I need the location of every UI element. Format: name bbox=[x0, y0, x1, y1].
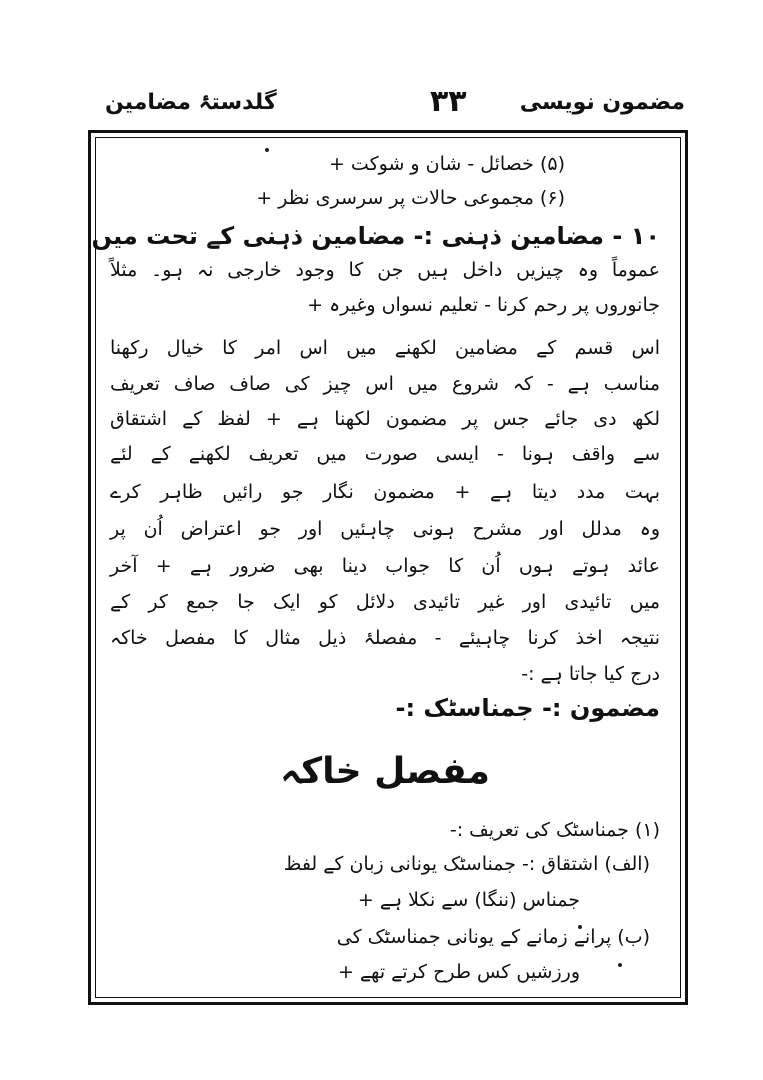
paragraph-line: عائد ہوتے ہوں اُن کا جواب دینا بھی ضرور ہے + آخر bbox=[110, 555, 660, 577]
paragraph-line: جانوروں پر رحم کرنا - تعلیم نسواں وغیرہ + bbox=[307, 294, 660, 316]
section-heading: ۱۰ - مضامین ذہنی :- مضامین ذہنی کے تحت میں bbox=[91, 222, 660, 250]
paragraph-line: سے واقف ہونا - ایسی صورت میں تعریف لکھنے کے لئے bbox=[110, 443, 660, 465]
outline-item: (الف) اشتقاق :- جمناسٹک یونانی زبان کے لفظ bbox=[283, 853, 650, 875]
page-number: ۳۳ bbox=[430, 84, 467, 119]
page-body bbox=[91, 148, 660, 988]
page-header bbox=[95, 84, 685, 124]
paragraph-line: وہ مدلل اور مشرح ہونی چاہئیں اور جو اعتراض اُن پر bbox=[110, 518, 660, 540]
outline-item: جمناس (ننگا) سے نکلا ہے + bbox=[357, 889, 580, 911]
paragraph-line: عموماً وہ چیزیں داخل ہیں جن کا وجود خارجی نہ ہو۔ مثلاً bbox=[110, 259, 660, 281]
paragraph-line: لکھ دی جائے جس پر مضمون لکھنا ہے + لفظ کے اشتقاق bbox=[110, 408, 660, 430]
list-item: (۶) مجموعی حالات پر سرسری نظر + bbox=[256, 187, 565, 209]
paragraph-line: بہت مدد دیتا ہے + مضمون نگار جو رائیں ظاہر کرے bbox=[110, 481, 660, 503]
paragraph-line: درج کیا جاتا ہے :- bbox=[521, 663, 660, 685]
book-title: گلدستۂ مضامین bbox=[105, 90, 277, 115]
chapter-title: مضمون نویسی bbox=[519, 90, 685, 115]
paragraph-line: نتیجہ اخذ کرنا چاہیئے - مفصلۂ ذیل مثال کا مفصل خاکہ bbox=[110, 627, 660, 649]
outline-item: (ب) پرانے زمانے کے یونانی جمناسٹک کی bbox=[336, 926, 650, 948]
list-item: (۵) خصائل - شان و شوکت + bbox=[328, 153, 565, 175]
paragraph-line: میں تائیدی اور غیر تائیدی دلائل کو ایک جا جمع کر کے bbox=[110, 591, 660, 613]
subject-line: مضمون :- جمناسٹک :- bbox=[395, 694, 660, 722]
paragraph-line: مناسب ہے - کہ شروع میں اس چیز کی صاف صاف تعریف bbox=[110, 373, 660, 395]
outline-item: ورزشیں کس طرح کرتے تھے + bbox=[337, 961, 580, 983]
paragraph-line: اس قسم کے مضامین لکھنے میں اس امر کا خیال رکھنا bbox=[110, 337, 660, 359]
outline-heading: مفصل خاکہ bbox=[280, 751, 490, 792]
outline-item: (۱) جمناسٹک کی تعریف :- bbox=[449, 819, 660, 841]
